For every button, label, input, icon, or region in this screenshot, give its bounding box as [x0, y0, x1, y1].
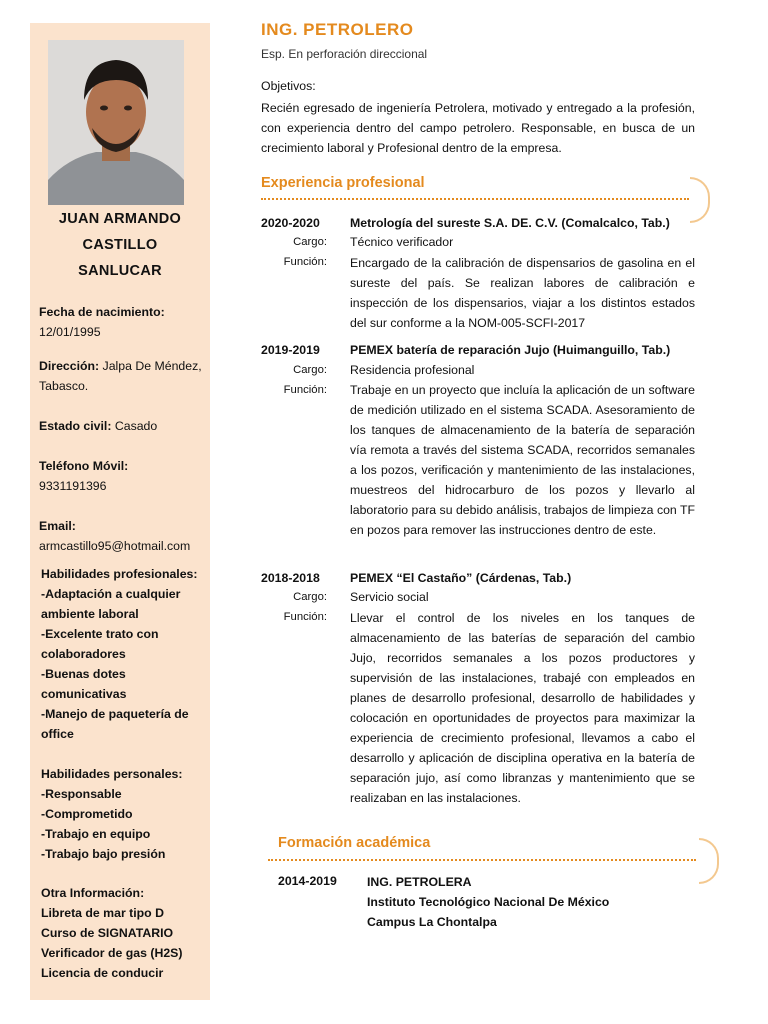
other-info-line: Verificador de gas (H2S) [41, 946, 183, 960]
cargo-label: Cargo: [293, 591, 327, 603]
name-line: SANLUCAR [78, 263, 162, 279]
education-institution: Instituto Tecnológico Nacional De México [367, 895, 610, 909]
job-company: PEMEX batería de reparación Jujo (Huimanguillo, Tab.) [350, 343, 671, 357]
skill-line: -Manejo de paquetería de [41, 707, 189, 721]
job-cargo: Residencia profesional [350, 363, 475, 377]
education-dates: 2014-2019 [278, 874, 337, 888]
job-funcion: Trabaje en un proyecto que incluía la aplicación de un software de medición utilizado en el sistema SCADA. Asesoramiento de los tanques de almacenamiento de la batería de separación vía remota a través del sistema SCADA, recorridos semanales a los pozos, verificación y mantenimiento de las instalaciones, muestreos del hidrocarburo de los pozos y llevarlo al laboratorio para su debido análisis, trabajos de limpieza con TF en pozos para remover las instrucciones dentro de este. [350, 383, 695, 537]
name-line: JUAN ARMANDO [58, 211, 182, 227]
skill-line: -Adaptación a cualquier [41, 587, 181, 601]
profile-photo [48, 40, 184, 205]
email-info [39, 516, 209, 556]
funcion-label: Función: [283, 384, 327, 396]
civil-status-value: Casado [111, 419, 158, 433]
other-info-line: Curso de SIGNATARIO [41, 926, 174, 940]
other-info-heading: Otra Información: [41, 886, 145, 900]
profile-photo-image [48, 40, 184, 205]
section-divider [268, 859, 696, 861]
civil-status-info [39, 416, 209, 436]
skill-line: colaboradores [41, 647, 126, 661]
birth-label: Fecha de nacimiento: [39, 305, 165, 319]
skill-line: ambiente laboral [41, 607, 139, 621]
email-label: Email: [39, 519, 76, 533]
job-company: Metrología del sureste S.A. DE. C.V. (Comalcalco, Tab.) [350, 216, 670, 230]
civil-status-label: Estado civil: [39, 419, 112, 433]
address-value: Jalpa De Méndez, Tabasco. [39, 359, 202, 393]
experience-section-title: Experiencia profesional [261, 175, 425, 191]
professional-skills-heading: Habilidades profesionales: [41, 567, 198, 581]
job-dates: 2019-2019 [261, 343, 320, 357]
professional-skills [41, 564, 209, 744]
job-cargo: Servicio social [350, 590, 429, 604]
job-cargo: Técnico verificador [350, 235, 454, 249]
other-info [41, 883, 209, 983]
skill-line: -Trabajo en equipo [41, 827, 151, 841]
skill-line: office [41, 727, 74, 741]
section-divider [261, 198, 689, 200]
job-funcion: Encargado de la calibración de dispensarios de gasolina en el sureste del país. Se realizan labores de calibración e inspección de los dispensarios, viajar a los distintos estados del sur conforme a la NOM-005-SCFI-2017 [350, 256, 695, 330]
personal-skills-heading: Habilidades personales: [41, 767, 183, 781]
personal-skills [41, 764, 209, 864]
funcion-label: Función: [283, 611, 327, 623]
candidate-name [30, 206, 210, 284]
education-campus: Campus La Chontalpa [367, 915, 497, 929]
name-line: CASTILLO [82, 237, 158, 253]
education-details [367, 872, 609, 932]
address-info [39, 356, 209, 396]
phone-value: 9331191396 [39, 479, 107, 493]
education-degree: ING. PETROLERA [367, 875, 472, 889]
other-info-line: Licencia de conducir [41, 966, 164, 980]
page-subtitle: Esp. En perforación direccional [261, 47, 428, 61]
skill-line: -Buenas dotes [41, 667, 126, 681]
section-arc-ornament [690, 177, 710, 223]
funcion-label: Función: [283, 256, 327, 268]
job-funcion: Llevar el control de los niveles en los tanques de almacenamiento de las baterías de separación del cambio Jujo, recorridos semanales a los pozos productores y supervisión de las instalaciones, trabajé con empleados en planes de desarrollo profesional, desarrollo de habilidades y colocación en oportunidades de proyectos para maximizar la experiencia de crecimiento profesional, llevamos a cabo el desarrollo y aplicación de disciplina operativa en la batería de separación jujo, así como libranzas y mantenimiento que se realizaban en las instalaciones. [350, 611, 695, 805]
cargo-label: Cargo: [293, 364, 327, 376]
cargo-label: Cargo: [293, 236, 327, 248]
address-label: Dirección: [39, 359, 100, 373]
skill-line: -Comprometido [41, 807, 133, 821]
job-dates: 2020-2020 [261, 216, 320, 230]
phone-label: Teléfono Móvil: [39, 459, 129, 473]
skill-line: -Responsable [41, 787, 122, 801]
objectives-text: Recién egresado de ingeniería Petrolera, motivado y entregado a la profesión, con experiencia dentro del campo petrolero. Responsable, en busca de un crecimiento laboral y Profesional dentro de la empresa. [261, 101, 695, 155]
birth-value: 12/01/1995 [39, 325, 101, 339]
objectives-label: Objetivos: [261, 79, 316, 93]
skill-line: -Excelente trato con [41, 627, 159, 641]
job-dates: 2018-2018 [261, 571, 320, 585]
phone-info [39, 456, 209, 496]
skill-line: comunicativas [41, 687, 127, 701]
section-arc-ornament [699, 838, 719, 884]
job-company: PEMEX “El Castaño” (Cárdenas, Tab.) [350, 571, 572, 585]
other-info-line: Libreta de mar tipo D [41, 906, 164, 920]
education-section-title: Formación académica [278, 835, 431, 851]
birth-info [39, 302, 209, 342]
skill-line: -Trabajo bajo presión [41, 847, 166, 861]
page-title: ING. PETROLERO [261, 20, 414, 39]
email-value: armcastillo95@hotmail.com [39, 539, 191, 553]
